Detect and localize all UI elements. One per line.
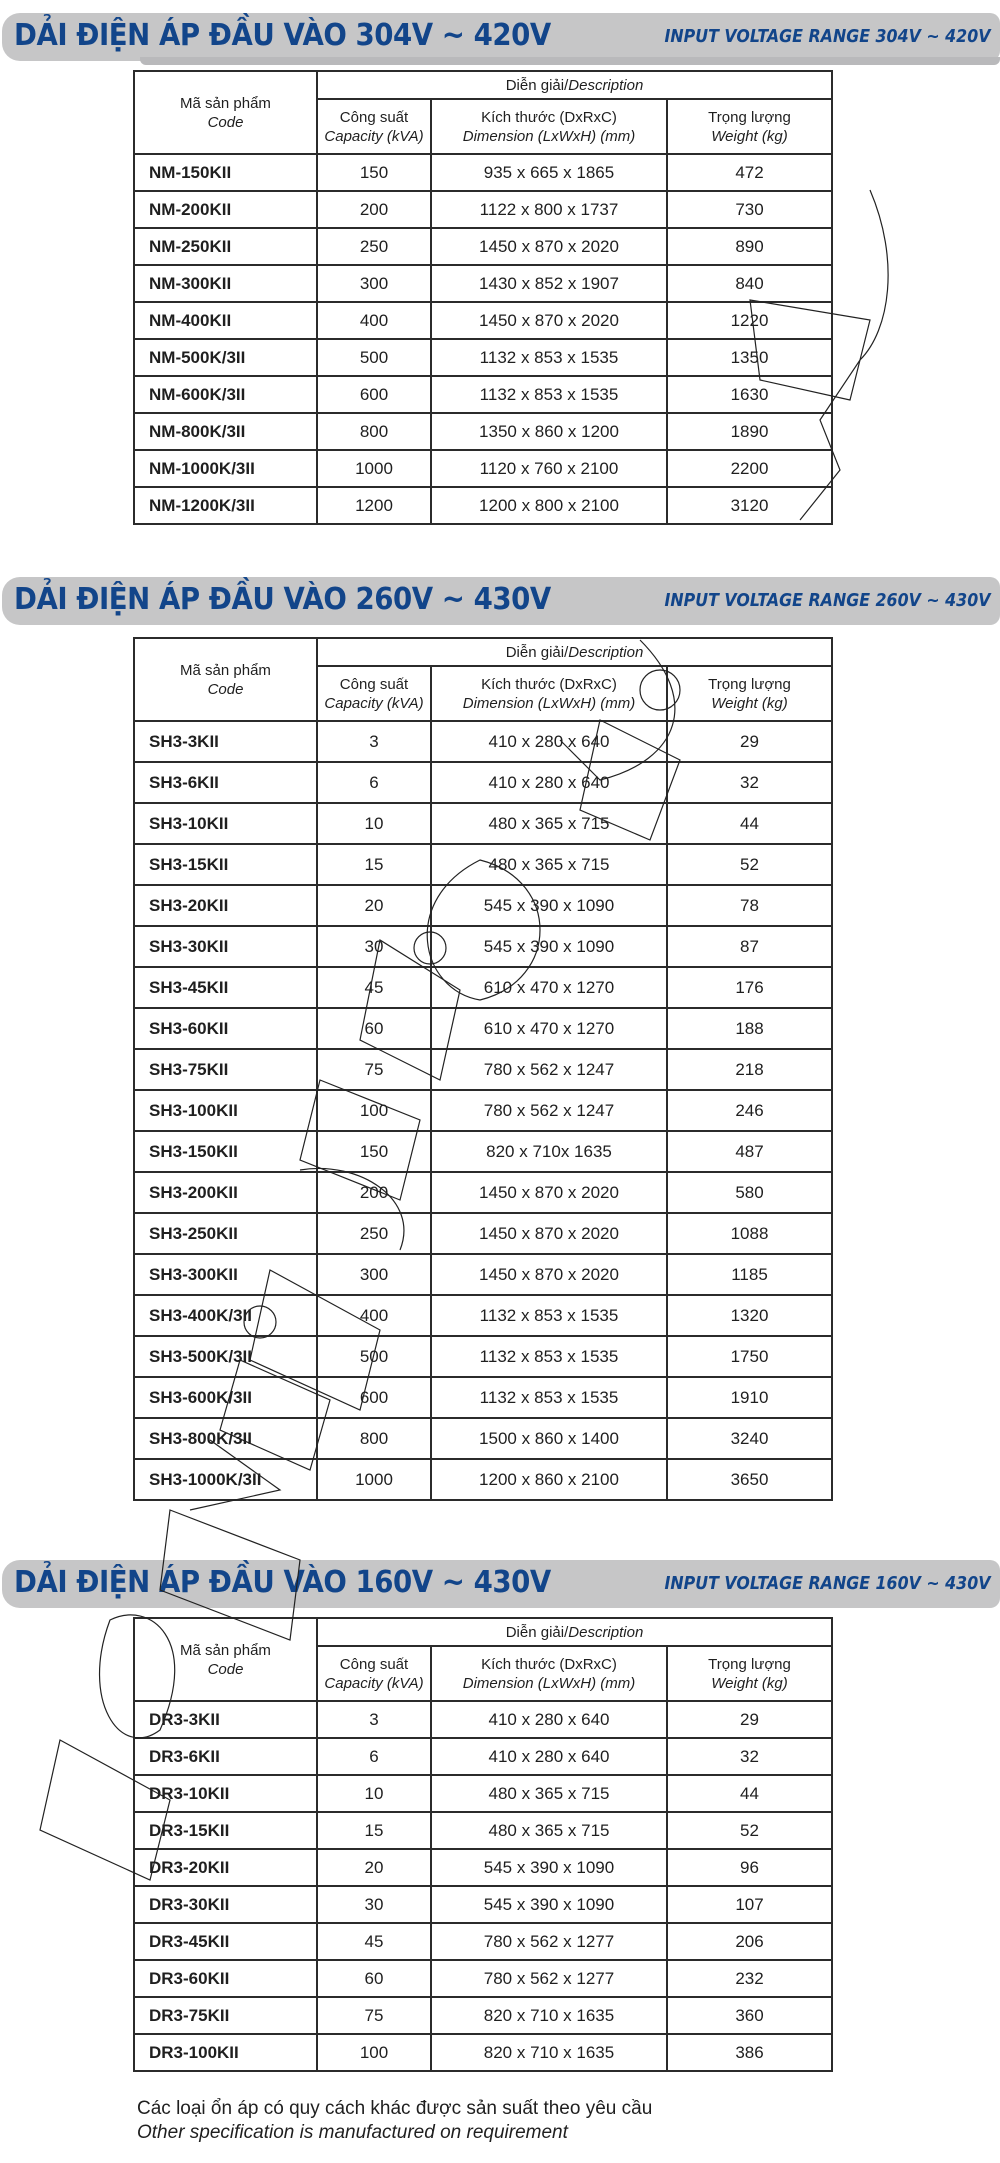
cell-dimension: 545 x 390 x 1090 <box>431 1849 667 1886</box>
cell-capacity: 75 <box>317 1049 431 1090</box>
cell-weight: 472 <box>667 154 832 191</box>
section-banner-304-420 <box>0 13 1000 65</box>
cell-weight: 360 <box>667 1997 832 2034</box>
spec-table-160-430 <box>133 1617 833 2072</box>
cell-capacity: 1200 <box>317 487 431 524</box>
banner-shadow <box>140 57 1000 65</box>
cell-code: NM-500K/3II <box>134 339 317 376</box>
table-row <box>134 1090 832 1131</box>
table-row <box>134 1213 832 1254</box>
cell-weight: 218 <box>667 1049 832 1090</box>
cell-dimension: 1120 x 760 x 2100 <box>431 450 667 487</box>
table-row <box>134 1960 832 1997</box>
table-row <box>134 154 832 191</box>
footer-note <box>137 2097 652 2145</box>
cell-dimension: 1132 x 853 x 1535 <box>431 339 667 376</box>
cell-dimension: 545 x 390 x 1090 <box>431 885 667 926</box>
cell-capacity: 10 <box>317 803 431 844</box>
table-row <box>134 1886 832 1923</box>
cell-dimension: 545 x 390 x 1090 <box>431 1886 667 1923</box>
spec-table-260-430 <box>133 637 833 1501</box>
cell-dimension: 780 x 562 x 1277 <box>431 1923 667 1960</box>
cell-weight: 32 <box>667 1738 832 1775</box>
cell-dimension: 410 x 280 x 640 <box>431 762 667 803</box>
cell-weight: 78 <box>667 885 832 926</box>
cell-code: DR3-75KII <box>134 1997 317 2034</box>
table-row <box>134 376 832 413</box>
cell-dimension: 480 x 365 x 715 <box>431 1812 667 1849</box>
table-row <box>134 1849 832 1886</box>
cell-code: SH3-60KII <box>134 1008 317 1049</box>
cell-weight: 206 <box>667 1923 832 1960</box>
cell-weight: 246 <box>667 1090 832 1131</box>
table-row <box>134 1172 832 1213</box>
table-row <box>134 885 832 926</box>
header-weight: Trọng lượng Weight (kg) <box>667 99 832 154</box>
cell-code: SH3-10KII <box>134 803 317 844</box>
section-banner-160-430 <box>0 1560 1000 1612</box>
cell-weight: 1750 <box>667 1336 832 1377</box>
section-title-vn: DẢI ĐIỆN ÁP ĐẦU VÀO 160V ~ 430V <box>14 1565 551 1600</box>
cell-dimension: 1122 x 800 x 1737 <box>431 191 667 228</box>
cell-dimension: 1450 x 870 x 2020 <box>431 1213 667 1254</box>
cell-code: SH3-500K/3II <box>134 1336 317 1377</box>
cell-code: NM-150KII <box>134 154 317 191</box>
cell-code: DR3-45KII <box>134 1923 317 1960</box>
cell-capacity: 20 <box>317 1849 431 1886</box>
table-row <box>134 1418 832 1459</box>
section-title-en: INPUT VOLTAGE RANGE 304V ~ 420V <box>663 26 990 47</box>
cell-capacity: 500 <box>317 339 431 376</box>
cell-weight: 1350 <box>667 339 832 376</box>
cell-dimension: 480 x 365 x 715 <box>431 844 667 885</box>
cell-capacity: 6 <box>317 1738 431 1775</box>
cell-code: SH3-400K/3II <box>134 1295 317 1336</box>
cell-weight: 32 <box>667 762 832 803</box>
cell-capacity: 250 <box>317 228 431 265</box>
spec-table-304-420 <box>133 70 833 525</box>
cell-code: NM-400KII <box>134 302 317 339</box>
cell-code: DR3-15KII <box>134 1812 317 1849</box>
cell-weight: 29 <box>667 721 832 762</box>
cell-weight: 840 <box>667 265 832 302</box>
cell-capacity: 300 <box>317 265 431 302</box>
footer-note-en: Other specification is manufactured on requirement <box>137 2122 568 2143</box>
cell-code: SH3-250KII <box>134 1213 317 1254</box>
cell-weight: 3120 <box>667 487 832 524</box>
cell-capacity: 15 <box>317 844 431 885</box>
cell-weight: 730 <box>667 191 832 228</box>
header-weight: Trọng lượng Weight (kg) <box>667 666 832 721</box>
cell-dimension: 610 x 470 x 1270 <box>431 967 667 1008</box>
cell-weight: 890 <box>667 228 832 265</box>
cell-dimension: 820 x 710x 1635 <box>431 1131 667 1172</box>
header-capacity: Công suất Capacity (kVA) <box>317 99 431 154</box>
cell-weight: 580 <box>667 1172 832 1213</box>
header-capacity: Công suất Capacity (kVA) <box>317 1646 431 1701</box>
header-description: Diễn giải/Description <box>317 1618 832 1646</box>
cell-dimension: 780 x 562 x 1247 <box>431 1049 667 1090</box>
cell-capacity: 60 <box>317 1008 431 1049</box>
cell-weight: 1088 <box>667 1213 832 1254</box>
cell-capacity: 400 <box>317 1295 431 1336</box>
cell-dimension: 1500 x 860 x 1400 <box>431 1418 667 1459</box>
cell-capacity: 10 <box>317 1775 431 1812</box>
cell-weight: 1185 <box>667 1254 832 1295</box>
cell-dimension: 1132 x 853 x 1535 <box>431 1377 667 1418</box>
table-row <box>134 844 832 885</box>
header-code: Mã sản phẩm Code <box>134 71 317 154</box>
table-row <box>134 1923 832 1960</box>
cell-weight: 52 <box>667 844 832 885</box>
cell-weight: 3240 <box>667 1418 832 1459</box>
cell-code: SH3-75KII <box>134 1049 317 1090</box>
table-row <box>134 1131 832 1172</box>
cell-code: SH3-200KII <box>134 1172 317 1213</box>
section-title-vn: DẢI ĐIỆN ÁP ĐẦU VÀO 260V ~ 430V <box>14 582 551 617</box>
cell-dimension: 935 x 665 x 1865 <box>431 154 667 191</box>
cell-weight: 176 <box>667 967 832 1008</box>
cell-code: DR3-20KII <box>134 1849 317 1886</box>
cell-capacity: 100 <box>317 2034 431 2071</box>
header-code: Mã sản phẩm Code <box>134 638 317 721</box>
cell-code: SH3-15KII <box>134 844 317 885</box>
cell-dimension: 480 x 365 x 715 <box>431 1775 667 1812</box>
cell-capacity: 45 <box>317 967 431 1008</box>
cell-dimension: 1132 x 853 x 1535 <box>431 1336 667 1377</box>
cell-weight: 2200 <box>667 450 832 487</box>
table-row <box>134 265 832 302</box>
section-banner-260-430 <box>0 577 1000 629</box>
cell-weight: 232 <box>667 1960 832 1997</box>
cell-dimension: 1450 x 870 x 2020 <box>431 1254 667 1295</box>
table-row <box>134 967 832 1008</box>
cell-code: DR3-10KII <box>134 1775 317 1812</box>
cell-dimension: 545 x 390 x 1090 <box>431 926 667 967</box>
cell-weight: 107 <box>667 1886 832 1923</box>
cell-weight: 1220 <box>667 302 832 339</box>
header-dimension: Kích thước (DxRxC) Dimension (LxWxH) (mm) <box>431 99 667 154</box>
cell-dimension: 480 x 365 x 715 <box>431 803 667 844</box>
cell-code: NM-250KII <box>134 228 317 265</box>
cell-dimension: 820 x 710 x 1635 <box>431 2034 667 2071</box>
cell-capacity: 30 <box>317 1886 431 1923</box>
table-row <box>134 1738 832 1775</box>
cell-code: SH3-6KII <box>134 762 317 803</box>
cell-weight: 1630 <box>667 376 832 413</box>
cell-weight: 87 <box>667 926 832 967</box>
cell-capacity: 1000 <box>317 450 431 487</box>
cell-code: SH3-1000K/3II <box>134 1459 317 1500</box>
cell-capacity: 3 <box>317 1701 431 1738</box>
footer-note-vn: Các loại ổn áp có quy cách khác được sản suất theo yêu cầu <box>137 2098 653 2119</box>
cell-code: NM-300KII <box>134 265 317 302</box>
cell-weight: 52 <box>667 1812 832 1849</box>
cell-capacity: 150 <box>317 1131 431 1172</box>
table-row <box>134 1336 832 1377</box>
cell-code: SH3-3KII <box>134 721 317 762</box>
cell-dimension: 780 x 562 x 1247 <box>431 1090 667 1131</box>
cell-dimension: 1200 x 800 x 2100 <box>431 487 667 524</box>
header-weight: Trọng lượng Weight (kg) <box>667 1646 832 1701</box>
cell-code: NM-1200K/3II <box>134 487 317 524</box>
cell-dimension: 410 x 280 x 640 <box>431 1701 667 1738</box>
header-code: Mã sản phẩm Code <box>134 1618 317 1701</box>
table-row <box>134 228 832 265</box>
cell-code: SH3-300KII <box>134 1254 317 1295</box>
cell-dimension: 610 x 470 x 1270 <box>431 1008 667 1049</box>
header-capacity: Công suất Capacity (kVA) <box>317 666 431 721</box>
cell-dimension: 1132 x 853 x 1535 <box>431 376 667 413</box>
cell-code: SH3-45KII <box>134 967 317 1008</box>
cell-weight: 1320 <box>667 1295 832 1336</box>
cell-capacity: 400 <box>317 302 431 339</box>
table-row <box>134 1254 832 1295</box>
cell-capacity: 6 <box>317 762 431 803</box>
cell-weight: 29 <box>667 1701 832 1738</box>
cell-code: NM-1000K/3II <box>134 450 317 487</box>
table-row <box>134 926 832 967</box>
cell-code: SH3-100KII <box>134 1090 317 1131</box>
table-row <box>134 2034 832 2071</box>
cell-code: SH3-800K/3II <box>134 1418 317 1459</box>
header-dimension: Kích thước (DxRxC) Dimension (LxWxH) (mm) <box>431 1646 667 1701</box>
cell-code: SH3-600K/3II <box>134 1377 317 1418</box>
section-title-en: INPUT VOLTAGE RANGE 160V ~ 430V <box>663 1573 990 1594</box>
table-row <box>134 1295 832 1336</box>
table-row <box>134 1008 832 1049</box>
cell-capacity: 300 <box>317 1254 431 1295</box>
cell-capacity: 200 <box>317 1172 431 1213</box>
cell-weight: 3650 <box>667 1459 832 1500</box>
cell-capacity: 75 <box>317 1997 431 2034</box>
cell-code: DR3-6KII <box>134 1738 317 1775</box>
cell-weight: 487 <box>667 1131 832 1172</box>
table-row <box>134 1377 832 1418</box>
cell-code: DR3-60KII <box>134 1960 317 1997</box>
cell-dimension: 1450 x 870 x 2020 <box>431 302 667 339</box>
cell-code: NM-800K/3II <box>134 413 317 450</box>
cell-code: NM-200KII <box>134 191 317 228</box>
cell-code: DR3-30KII <box>134 1886 317 1923</box>
cell-weight: 1890 <box>667 413 832 450</box>
cell-capacity: 600 <box>317 1377 431 1418</box>
cell-dimension: 410 x 280 x 640 <box>431 1738 667 1775</box>
table-row <box>134 721 832 762</box>
cell-capacity: 3 <box>317 721 431 762</box>
header-description: Diễn giải/Description <box>317 638 832 666</box>
cell-code: SH3-20KII <box>134 885 317 926</box>
cell-capacity: 200 <box>317 191 431 228</box>
cell-weight: 44 <box>667 1775 832 1812</box>
cell-capacity: 800 <box>317 1418 431 1459</box>
cell-weight: 386 <box>667 2034 832 2071</box>
header-description: Diễn giải/Description <box>317 71 832 99</box>
table-row <box>134 1049 832 1090</box>
table-row <box>134 339 832 376</box>
cell-code: SH3-30KII <box>134 926 317 967</box>
header-dimension: Kích thước (DxRxC) Dimension (LxWxH) (mm) <box>431 666 667 721</box>
cell-capacity: 100 <box>317 1090 431 1131</box>
table-row <box>134 191 832 228</box>
table-row <box>134 1701 832 1738</box>
cell-dimension: 1132 x 853 x 1535 <box>431 1295 667 1336</box>
cell-dimension: 1350 x 860 x 1200 <box>431 413 667 450</box>
section-title-vn: DẢI ĐIỆN ÁP ĐẦU VÀO 304V ~ 420V <box>14 18 551 53</box>
table-row <box>134 1812 832 1849</box>
cell-weight: 188 <box>667 1008 832 1049</box>
cell-code: NM-600K/3II <box>134 376 317 413</box>
table-row <box>134 450 832 487</box>
cell-code: SH3-150KII <box>134 1131 317 1172</box>
cell-dimension: 1200 x 860 x 2100 <box>431 1459 667 1500</box>
cell-dimension: 1430 x 852 x 1907 <box>431 265 667 302</box>
table-row <box>134 413 832 450</box>
cell-capacity: 60 <box>317 1960 431 1997</box>
cell-code: DR3-100KII <box>134 2034 317 2071</box>
cell-dimension: 780 x 562 x 1277 <box>431 1960 667 1997</box>
table-row <box>134 1775 832 1812</box>
table-row <box>134 1459 832 1500</box>
cell-dimension: 1450 x 870 x 2020 <box>431 228 667 265</box>
cell-dimension: 1450 x 870 x 2020 <box>431 1172 667 1213</box>
table-row <box>134 1997 832 2034</box>
table-row <box>134 302 832 339</box>
cell-capacity: 150 <box>317 154 431 191</box>
cell-capacity: 600 <box>317 376 431 413</box>
cell-code: DR3-3KII <box>134 1701 317 1738</box>
cell-dimension: 820 x 710 x 1635 <box>431 1997 667 2034</box>
table-row <box>134 803 832 844</box>
table-row <box>134 762 832 803</box>
cell-weight: 96 <box>667 1849 832 1886</box>
cell-weight: 44 <box>667 803 832 844</box>
cell-capacity: 800 <box>317 413 431 450</box>
cell-capacity: 500 <box>317 1336 431 1377</box>
cell-capacity: 20 <box>317 885 431 926</box>
cell-capacity: 250 <box>317 1213 431 1254</box>
cell-capacity: 45 <box>317 1923 431 1960</box>
cell-dimension: 410 x 280 x 640 <box>431 721 667 762</box>
section-title-en: INPUT VOLTAGE RANGE 260V ~ 430V <box>663 590 990 611</box>
table-row <box>134 487 832 524</box>
cell-weight: 1910 <box>667 1377 832 1418</box>
cell-capacity: 15 <box>317 1812 431 1849</box>
cell-capacity: 30 <box>317 926 431 967</box>
cell-capacity: 1000 <box>317 1459 431 1500</box>
